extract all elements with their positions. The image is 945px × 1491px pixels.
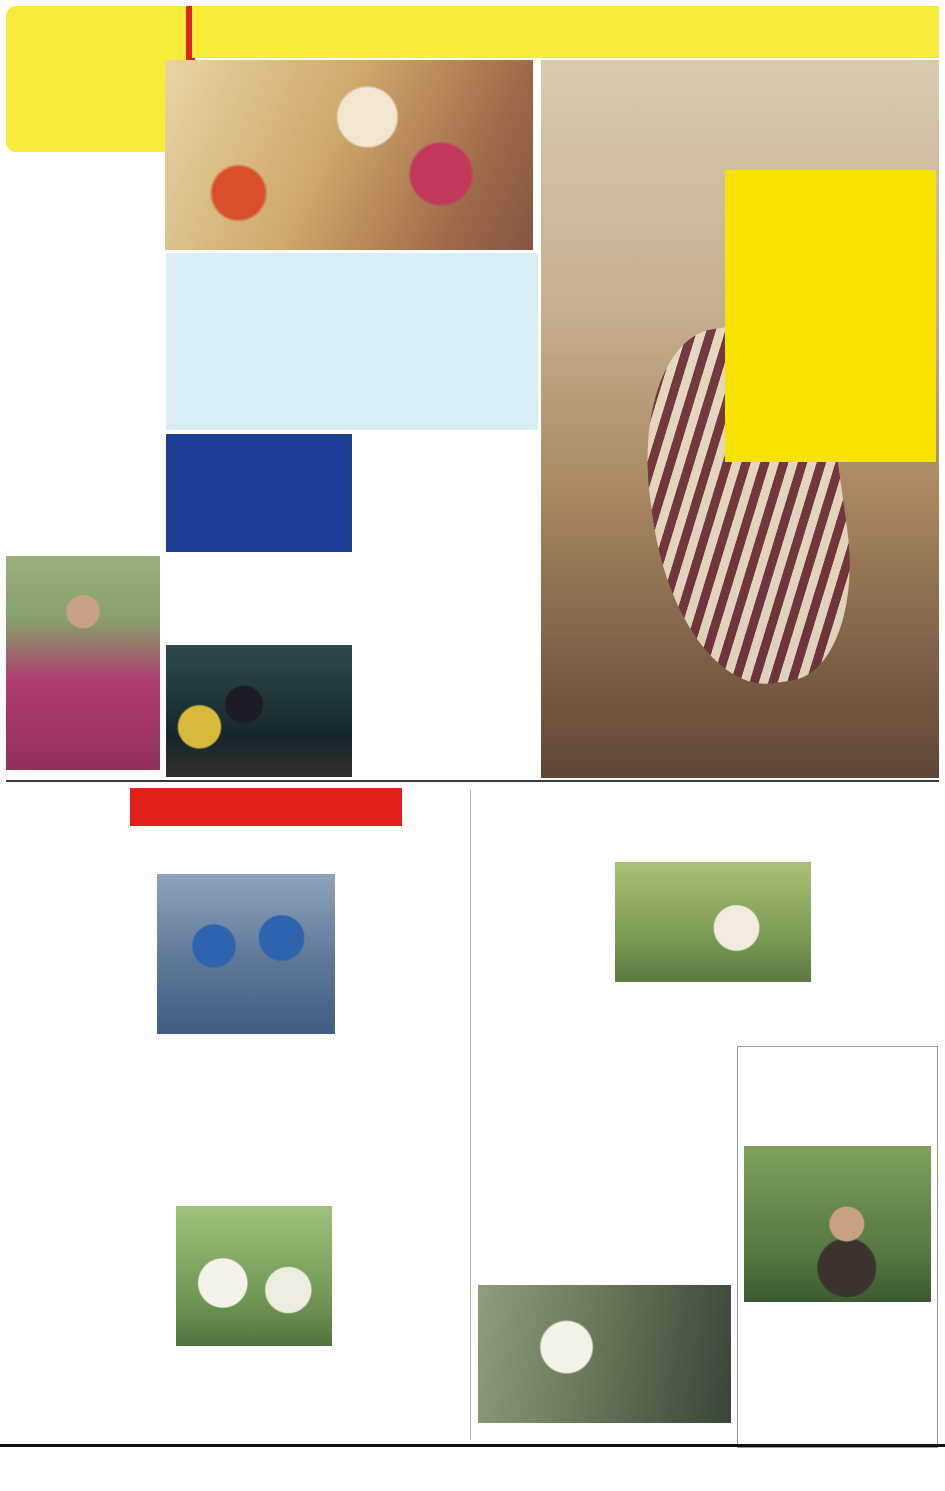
top-bottom-divider xyxy=(6,780,939,782)
ranjani-body xyxy=(6,234,160,552)
postal-registration-strip xyxy=(192,6,939,58)
hudugaru-col2 xyxy=(357,267,528,371)
mumbai-indians-batsmen-photo xyxy=(157,874,335,1034)
okkaliga-col1 xyxy=(476,880,608,1040)
kharge-headline xyxy=(738,1047,937,1059)
hudugaru-article-panel xyxy=(166,253,538,430)
wedding-ceremony-photo xyxy=(165,60,533,250)
mumbai-col3 xyxy=(341,880,467,1092)
hudugaru-col1 xyxy=(176,267,347,371)
ranjani-raghavan-photo xyxy=(6,556,160,770)
nikhil-revathi-couple-photo xyxy=(166,645,352,777)
ctravi-col1 xyxy=(476,1126,631,1282)
bcci-col2 xyxy=(176,1350,332,1424)
pooja-article-body-box xyxy=(725,170,936,462)
bcci-col3 xyxy=(340,1196,467,1424)
kharge-body xyxy=(744,1306,931,1442)
footer-divider xyxy=(0,1444,945,1447)
sports-politics-divider xyxy=(470,790,471,1440)
mallikarjun-kharge-photo xyxy=(744,1146,931,1302)
nikhil-body xyxy=(358,436,537,776)
bcci-col1 xyxy=(6,1196,168,1424)
okkaliga-center-text xyxy=(615,986,811,1040)
mumbai-kicker-box xyxy=(130,788,402,826)
masthead-box xyxy=(6,6,186,152)
mumbai-col2 xyxy=(157,1038,335,1092)
hudugaru-headline xyxy=(166,253,538,265)
gambhir-coaching-staff-photo xyxy=(176,1206,332,1346)
nikhil-quote-box xyxy=(166,434,352,552)
mla-a-manju-photo xyxy=(615,862,811,982)
okkaliga-col3 xyxy=(816,880,938,1040)
mumbai-col1 xyxy=(6,880,152,1092)
ct-ravi-gun-photo xyxy=(478,1285,731,1423)
